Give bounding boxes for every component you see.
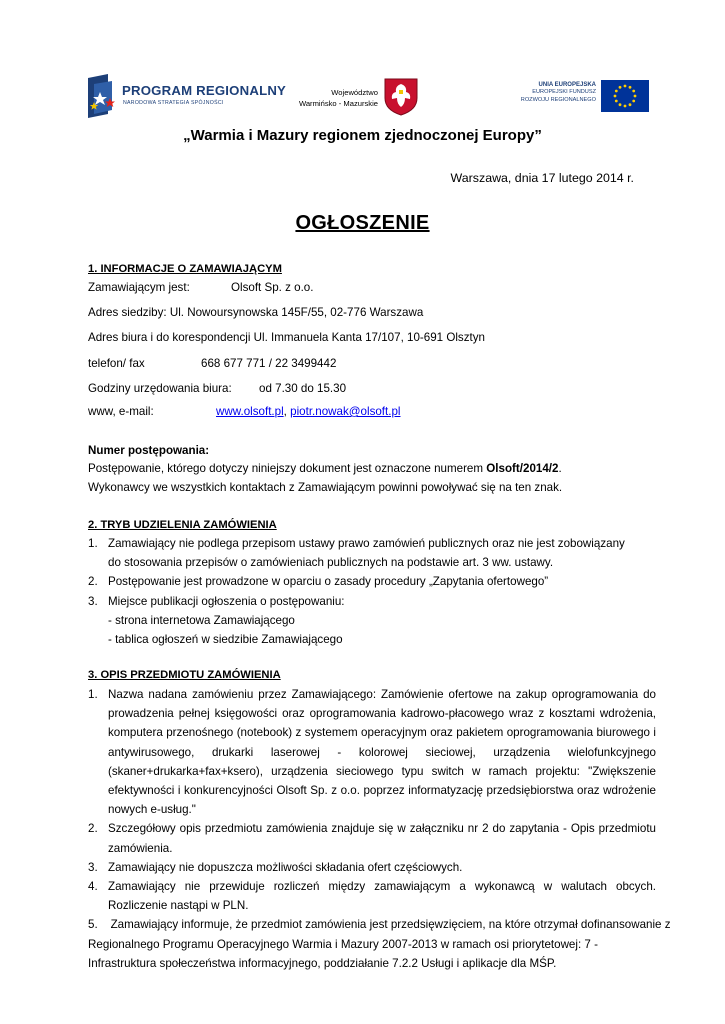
address-line: Adres siedziby: Ul. Nowoursynowska 145F/55, 02-776 Warszawa [88,306,424,319]
program-regionalny-logo [86,74,287,120]
link-separator: , [283,405,287,418]
item-number: 2. [88,575,98,589]
item-number: 1. [88,537,98,550]
office-line: Adres biura i do korespondencji Ul. Immanuela Kanta 17/107, 10-691 Olsztyn [88,331,485,344]
program-subtitle: NARODOWA STRATEGIA SPÓJNOŚCI [123,100,224,106]
voivodeship-line1: Województwo [331,88,378,97]
section2-list [88,534,628,649]
item-number: 2. [88,822,98,836]
coat-of-arms-icon [381,76,421,116]
list-item [88,819,656,857]
star-flag-icon [86,74,120,118]
contact-links [216,405,401,418]
sub-item: - strona internetowa Zamawiającego [108,613,295,627]
document-date: Warszawa, dnia 17 lutego 2014 r. [450,171,634,185]
eu-fund-text [502,82,596,104]
contact-row [88,405,401,418]
email-link[interactable]: piotr.nowak@olsoft.pl [290,405,401,418]
item-text: Zamawiający nie dopuszcza możliwości składania ofert częściowych. [108,860,463,874]
eu-flag-icon [601,80,649,112]
sub-item: - tablica ogłoszeń w siedzibie Zamawiającego [108,633,343,647]
eu-line1: UNIA EUROPEJSKA [538,82,596,88]
eu-line2: EUROPEJSKI FUNDUSZ [532,89,596,96]
item-text: Szczegółowy opis przedmiotu zamówienia znajduje się w załączniku nr 2 do zapytania - Opis przedmiotu zamówienia. [108,822,656,855]
motto: „Warmia i Mazury regionem zjednoczonej Europy” [183,127,542,144]
procedure-title: Numer postępowania: [88,444,210,457]
voivodeship-name [282,87,378,109]
hours-value: od 7.30 do 15.30 [259,382,347,395]
list-item [88,572,628,591]
item-text: Miejsce publikacji ogłoszenia o postępowaniu: [108,594,345,608]
procedure-line1 [88,462,562,475]
phone-value: 668 677 771 / 22 3499442 [201,357,337,370]
program-title: PROGRAM REGIONALNY [122,83,287,98]
website-link[interactable]: www.olsoft.pl [216,405,284,418]
www-label: www, e-mail: [88,405,154,418]
item-number: 1. [88,688,98,701]
item-text: Zamawiający informuje, że przedmiot zamówienia jest przedsięwzięciem, na które otrzymał dofinansowanie z [110,918,671,932]
voivodeship-line2: Warmińsko - Mazurskie [298,99,378,108]
procedure-prefix: Postępowanie, którego dotyczy niniejszy dokument jest oznaczone numerem [88,462,484,475]
item-number: 3. [88,860,98,874]
hours-row [88,382,347,395]
section3-list [88,685,671,973]
list-item [88,858,656,877]
list-item [88,915,671,934]
item-text: Nazwa nadana zamówieniu przez Zamawiającego: Zamówienie ofertowe na zakup oprogramowania do prowadzenia pełnej księgowości oraz oprogramowania kadrowo-płacowego wraz z kosztami wdrożenia, komputera przenośnego (notebook) z systemem operacyjnym oraz pakietem oprogramowania biurowego i antywirusowego, drukarki laserowej - kolorowej sieciowej, urządzenia wielofunkcyjnego (skaner+drukarka+fax+ksero), urządzenia sieciowego typu switch w ramach projektu: "Zwiększenie efektywności i konkurencyjności Olsoft Sp. z o.o. poprzez informatyzację przedsiębiorstwa oraz wdrożenie nowych e-usług." [108,688,656,817]
client-label: Zamawiającym jest: [88,281,190,294]
phone-label: telefon/ fax [88,357,145,370]
phone-row [88,357,337,370]
section1-title: 1. INFORMACJE O ZAMAWIAJĄCYM [88,263,282,275]
list-item-continuation: Regionalnego Programu Operacyjnego Warmia i Mazury 2007-2013 w ramach osi priorytetowej: 7 - Infrastruktura społeczeństwa informacyjnego, poddziałanie 7.2.2 Usługi i aplikacje dla MŚP. [88,937,598,970]
section3-title: 3. OPIS PRZEDMIOTU ZAMÓWIENIA [88,669,281,681]
procedure-line2: Wykonawcy we wszystkich kontaktach z Zamawiającym powinni powoływać się na ten znak. [88,481,563,494]
item-text: Postępowanie jest prowadzone w oparciu o zasady procedury „Zapytania ofertowego” [108,575,549,589]
eu-line3: ROZWOJU REGIONALNEGO [520,96,596,103]
list-item [88,685,656,819]
hours-label: Godziny urzędowania biura: [88,382,232,395]
list-item [88,534,628,572]
list-item [88,877,656,915]
procedure-suffix: . [558,462,562,475]
page-title: OGŁOSZENIE [295,212,430,234]
section2-title: 2. TRYB UDZIELENIA ZAMÓWIENIA [88,519,277,531]
item-number: 3. [88,594,98,608]
item-number: 4. [88,880,98,894]
procedure-number: Olsoft/2014/2 [486,462,559,475]
list-item [88,592,628,611]
item-text: Zamawiający nie przewiduje rozliczeń między zamawiającym a wykonawcą w walutach obcych. Rozliczenie nastąpi w PLN. [108,880,656,913]
item-number: 5. [88,918,98,932]
item-text: Zamawiający nie podlega przepisom ustawy prawo zamówień publicznych oraz nie jest zobowiązany do stosowania przepisów o zamówieniach publicznych na podstawie art. 3 ww. ustawy. [108,537,625,570]
client-row [88,281,314,294]
client-value: Olsoft Sp. z o.o. [231,281,314,294]
